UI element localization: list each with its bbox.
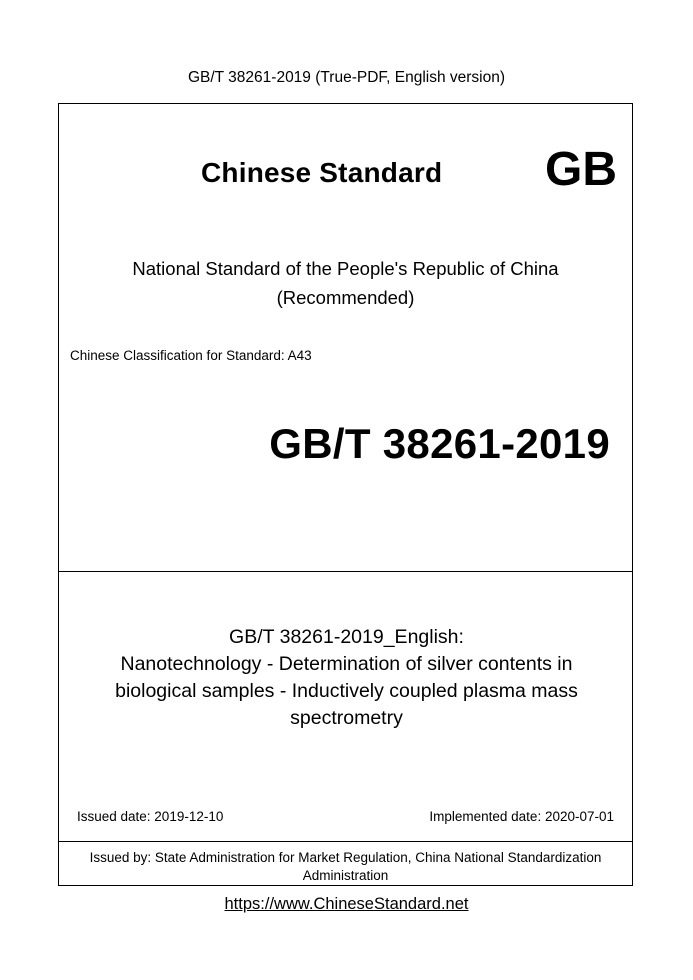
cover-title-section xyxy=(59,571,632,841)
document-title xyxy=(89,624,604,732)
issued-date: Issued date: 2019-12-10 xyxy=(77,809,224,824)
document-title-line: biological samples - Inductively coupled plasma mass xyxy=(115,680,578,702)
website-link[interactable]: https://www.ChineseStandard.net xyxy=(224,895,469,913)
document-title-line: spectrometry xyxy=(290,707,403,729)
issuer-line: Issued by: State Administration for Market Regulation, China National Standardization xyxy=(89,850,602,865)
cover-top-section xyxy=(59,104,632,572)
issuer-section xyxy=(59,841,632,886)
implemented-date: Implemented date: 2020-07-01 xyxy=(429,809,614,824)
classification-label: Chinese Classification for Standard: A43 xyxy=(70,348,312,363)
standard-number: GB/T 38261-2019 xyxy=(269,420,610,467)
national-standard-line: National Standard of the People's Republic of China xyxy=(132,258,559,279)
national-standard-label xyxy=(59,254,632,312)
document-title-line: GB/T 38261-2019_English: xyxy=(229,626,464,648)
issuer-text xyxy=(69,849,622,884)
cover-frame xyxy=(58,103,633,886)
issuer-line: Administration xyxy=(302,867,389,883)
brand-title: Chinese Standard xyxy=(201,157,443,188)
gb-logo-mark: GB xyxy=(545,143,617,196)
document-title-line: Nanotechnology - Determination of silver contents in xyxy=(120,653,573,675)
page-header: GB/T 38261-2019 (True-PDF, English version) xyxy=(187,69,506,86)
recommended-label: (Recommended) xyxy=(276,287,415,308)
